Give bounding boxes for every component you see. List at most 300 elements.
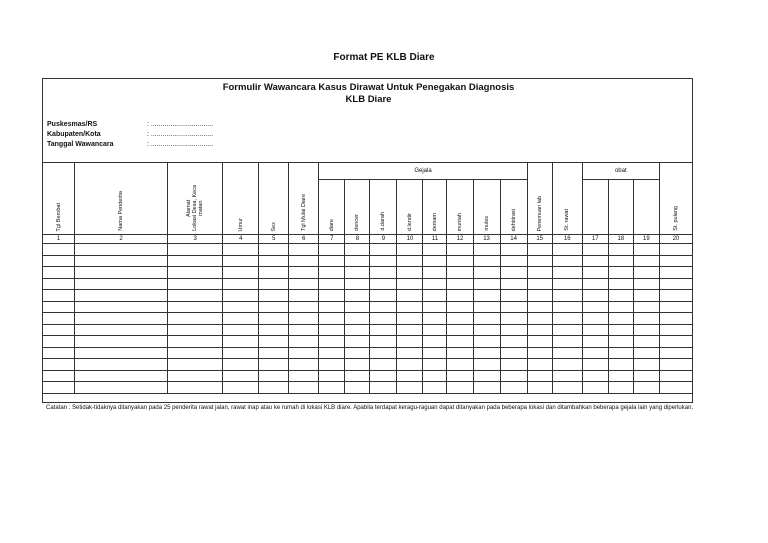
table-cell[interactable] (582, 301, 608, 313)
table-cell[interactable] (552, 336, 582, 348)
table-cell[interactable] (168, 255, 223, 267)
table-cell[interactable] (345, 324, 370, 336)
table-cell[interactable] (43, 255, 75, 267)
table-cell[interactable] (397, 244, 423, 256)
table-cell[interactable] (633, 336, 659, 348)
table-cell[interactable] (500, 290, 527, 302)
table-cell[interactable] (633, 244, 659, 256)
col-number: 7 (319, 235, 345, 244)
table-cell[interactable] (633, 370, 659, 382)
table-cell[interactable] (473, 290, 500, 302)
table-cell[interactable] (473, 347, 500, 359)
table-cell[interactable] (223, 313, 259, 325)
table-cell[interactable] (289, 290, 319, 302)
table-cell[interactable] (552, 255, 582, 267)
table-cell[interactable] (423, 244, 447, 256)
table-cell[interactable] (289, 359, 319, 371)
table-cell[interactable] (370, 382, 397, 394)
table-cell[interactable] (659, 313, 692, 325)
table-cell[interactable] (43, 382, 75, 394)
field-value[interactable]: : ................................ (147, 131, 214, 138)
table-cell[interactable] (500, 359, 527, 371)
table-cell[interactable] (397, 347, 423, 359)
table-cell[interactable] (608, 382, 633, 394)
table-cell[interactable] (259, 370, 289, 382)
table-cell[interactable] (43, 290, 75, 302)
table-cell[interactable] (370, 336, 397, 348)
col-number: 3 (168, 235, 223, 244)
form-title-line1: Formulir Wawancara Kasus Dirawat Untuk Penegakan Diagnosis (222, 82, 515, 93)
table-cell[interactable] (552, 267, 582, 279)
table-cell[interactable] (397, 336, 423, 348)
table-cell[interactable] (423, 290, 447, 302)
col-obat-3 (633, 180, 659, 235)
table-cell[interactable] (259, 313, 289, 325)
table-cell[interactable] (259, 290, 289, 302)
alamat-line1: Alamat (186, 199, 193, 217)
table-cell[interactable] (319, 324, 345, 336)
table-cell[interactable] (75, 382, 168, 394)
table-cell[interactable] (319, 301, 345, 313)
table-row (43, 370, 693, 382)
table-cell[interactable] (345, 278, 370, 290)
table-cell[interactable] (527, 324, 552, 336)
col-number: 12 (447, 235, 473, 244)
table-cell[interactable] (223, 370, 259, 382)
table-cell[interactable] (370, 301, 397, 313)
table-cell[interactable] (527, 313, 552, 325)
table-cell[interactable] (608, 324, 633, 336)
table-cell[interactable] (397, 324, 423, 336)
table-cell[interactable] (582, 255, 608, 267)
table-cell[interactable] (447, 278, 473, 290)
table-cell[interactable] (552, 278, 582, 290)
table-cell[interactable] (259, 267, 289, 279)
table-cell[interactable] (447, 244, 473, 256)
field-tanggal (47, 140, 213, 150)
table-cell[interactable] (345, 313, 370, 325)
table-cell[interactable] (75, 278, 168, 290)
table-cell[interactable] (608, 290, 633, 302)
table-cell[interactable] (423, 336, 447, 348)
table-cell[interactable] (552, 347, 582, 359)
form-box (42, 78, 693, 403)
table-cell[interactable] (345, 370, 370, 382)
table-cell[interactable] (397, 370, 423, 382)
col-number: 2 (75, 235, 168, 244)
table-cell[interactable] (527, 267, 552, 279)
col-muntah: muntah (447, 180, 473, 235)
table-cell[interactable] (370, 370, 397, 382)
table-cell[interactable] (223, 359, 259, 371)
table-cell[interactable] (527, 290, 552, 302)
table-cell[interactable] (659, 301, 692, 313)
table-cell[interactable] (423, 278, 447, 290)
number-row (43, 235, 693, 244)
table-cell[interactable] (345, 244, 370, 256)
table-cell[interactable] (527, 255, 552, 267)
table-cell[interactable] (633, 347, 659, 359)
table-cell[interactable] (223, 255, 259, 267)
table-cell[interactable] (259, 244, 289, 256)
table-cell[interactable] (259, 336, 289, 348)
table-cell[interactable] (500, 244, 527, 256)
table-cell[interactable] (633, 290, 659, 302)
table-cell[interactable] (345, 359, 370, 371)
table-cell[interactable] (75, 255, 168, 267)
table-cell[interactable] (582, 347, 608, 359)
table-cell[interactable] (582, 313, 608, 325)
table-cell[interactable] (43, 324, 75, 336)
table-cell[interactable] (259, 347, 289, 359)
table-cell[interactable] (659, 244, 692, 256)
table-cell[interactable] (659, 336, 692, 348)
table-row (43, 278, 693, 290)
table-cell[interactable] (500, 278, 527, 290)
table-cell[interactable] (370, 347, 397, 359)
table-cell[interactable] (447, 267, 473, 279)
table-cell[interactable] (659, 324, 692, 336)
table-cell[interactable] (473, 336, 500, 348)
table-cell[interactable] (659, 359, 692, 371)
table-cell[interactable] (223, 336, 259, 348)
field-puskesmas (47, 120, 213, 130)
table-cell[interactable] (552, 301, 582, 313)
table-cell[interactable] (608, 267, 633, 279)
table-cell[interactable] (319, 359, 345, 371)
table-cell[interactable] (370, 267, 397, 279)
table-cell[interactable] (582, 324, 608, 336)
table-cell[interactable] (43, 313, 75, 325)
table-cell[interactable] (43, 347, 75, 359)
table-cell[interactable] (397, 382, 423, 394)
table-cell[interactable] (370, 255, 397, 267)
table-cell[interactable] (423, 255, 447, 267)
table-cell[interactable] (608, 278, 633, 290)
table-cell[interactable] (633, 278, 659, 290)
table-cell[interactable] (397, 301, 423, 313)
table-cell[interactable] (423, 313, 447, 325)
table-cell[interactable] (473, 370, 500, 382)
table-cell[interactable] (370, 313, 397, 325)
col-obat-2 (608, 180, 633, 235)
table-cell[interactable] (168, 290, 223, 302)
table-cell[interactable] (345, 347, 370, 359)
table-cell[interactable] (500, 255, 527, 267)
table-cell[interactable] (259, 359, 289, 371)
col-tgl-berobat: Tgl Berobat (43, 163, 75, 235)
table-cell[interactable] (527, 244, 552, 256)
table-cell[interactable] (168, 244, 223, 256)
table-cell[interactable] (659, 382, 692, 394)
table-cell[interactable] (582, 290, 608, 302)
table-cell[interactable] (633, 267, 659, 279)
table-cell[interactable] (319, 244, 345, 256)
table-cell[interactable] (527, 359, 552, 371)
table-cell[interactable] (168, 267, 223, 279)
table-cell[interactable] (370, 359, 397, 371)
table-cell[interactable] (423, 301, 447, 313)
table-cell[interactable] (552, 244, 582, 256)
table-cell[interactable] (370, 278, 397, 290)
table-cell[interactable] (75, 370, 168, 382)
table-cell[interactable] (223, 290, 259, 302)
table-cell[interactable] (223, 278, 259, 290)
table-cell[interactable] (43, 336, 75, 348)
table-cell[interactable] (370, 244, 397, 256)
table-cell[interactable] (75, 301, 168, 313)
table-cell[interactable] (582, 382, 608, 394)
table-cell[interactable] (397, 255, 423, 267)
table-cell[interactable] (633, 359, 659, 371)
table-cell[interactable] (473, 301, 500, 313)
table-cell[interactable] (500, 313, 527, 325)
table-cell[interactable] (289, 347, 319, 359)
table-cell[interactable] (447, 359, 473, 371)
table-cell[interactable] (608, 255, 633, 267)
table-cell[interactable] (447, 313, 473, 325)
table-cell[interactable] (168, 278, 223, 290)
col-number: 5 (259, 235, 289, 244)
field-kabupaten (47, 130, 213, 140)
table-cell[interactable] (552, 324, 582, 336)
table-cell[interactable] (527, 382, 552, 394)
field-value[interactable]: : ................................ (147, 141, 214, 148)
table-cell[interactable] (289, 382, 319, 394)
table-cell[interactable] (473, 324, 500, 336)
table-cell[interactable] (75, 324, 168, 336)
table-cell[interactable] (500, 267, 527, 279)
table-cell[interactable] (473, 278, 500, 290)
table-cell[interactable] (223, 324, 259, 336)
table-cell[interactable] (223, 244, 259, 256)
table-cell[interactable] (447, 347, 473, 359)
table-cell[interactable] (582, 336, 608, 348)
table-cell[interactable] (447, 290, 473, 302)
table-cell[interactable] (43, 301, 75, 313)
group-obat: obat (582, 163, 659, 180)
table-cell[interactable] (168, 301, 223, 313)
table-cell[interactable] (552, 382, 582, 394)
table-cell[interactable] (168, 324, 223, 336)
table-cell[interactable] (608, 359, 633, 371)
table-cell[interactable] (608, 347, 633, 359)
table-cell[interactable] (552, 359, 582, 371)
table-cell[interactable] (289, 324, 319, 336)
col-penemuan-lab: Penemuan lab (527, 163, 552, 235)
table-cell[interactable] (659, 370, 692, 382)
table-cell[interactable] (633, 301, 659, 313)
table-cell[interactable] (633, 255, 659, 267)
table-cell[interactable] (423, 324, 447, 336)
table-cell[interactable] (345, 267, 370, 279)
table-cell[interactable] (473, 267, 500, 279)
table-cell[interactable] (259, 324, 289, 336)
table-cell[interactable] (500, 382, 527, 394)
col-number: 9 (370, 235, 397, 244)
table-cell[interactable] (289, 301, 319, 313)
table-cell[interactable] (75, 313, 168, 325)
table-cell[interactable] (552, 370, 582, 382)
table-cell[interactable] (608, 244, 633, 256)
table-cell[interactable] (319, 313, 345, 325)
table-cell[interactable] (582, 267, 608, 279)
table-cell[interactable] (168, 359, 223, 371)
table-cell[interactable] (397, 290, 423, 302)
table-cell[interactable] (423, 267, 447, 279)
table-cell[interactable] (345, 336, 370, 348)
table-cell[interactable] (473, 359, 500, 371)
field-label: Kabupaten/Kota (47, 131, 101, 138)
table-cell[interactable] (319, 336, 345, 348)
table-cell[interactable] (168, 336, 223, 348)
table-cell[interactable] (527, 301, 552, 313)
table-cell[interactable] (447, 370, 473, 382)
table-cell[interactable] (259, 301, 289, 313)
col-number: 19 (633, 235, 659, 244)
col-number: 6 (289, 235, 319, 244)
table-cell[interactable] (345, 301, 370, 313)
table-cell[interactable] (500, 301, 527, 313)
table-cell[interactable] (582, 370, 608, 382)
table-row (43, 244, 693, 256)
table-cell[interactable] (397, 267, 423, 279)
table-cell[interactable] (447, 255, 473, 267)
table-cell[interactable] (659, 255, 692, 267)
table-cell[interactable] (345, 382, 370, 394)
table-cell[interactable] (75, 244, 168, 256)
table-cell[interactable] (168, 382, 223, 394)
table-cell[interactable] (319, 267, 345, 279)
table-cell[interactable] (168, 347, 223, 359)
table-cell[interactable] (289, 244, 319, 256)
table-cell[interactable] (423, 347, 447, 359)
table-cell[interactable] (582, 278, 608, 290)
field-label: Puskesmas/RS (47, 121, 98, 128)
table-cell[interactable] (473, 255, 500, 267)
table-cell[interactable] (659, 290, 692, 302)
table-cell[interactable] (289, 255, 319, 267)
table-cell[interactable] (527, 336, 552, 348)
table-cell[interactable] (319, 278, 345, 290)
table-cell[interactable] (370, 290, 397, 302)
table-cell[interactable] (500, 324, 527, 336)
table-cell[interactable] (168, 313, 223, 325)
table-cell[interactable] (223, 347, 259, 359)
table-cell[interactable] (319, 290, 345, 302)
table-cell[interactable] (319, 255, 345, 267)
col-number: 15 (527, 235, 552, 244)
table-cell[interactable] (43, 267, 75, 279)
table-cell[interactable] (289, 336, 319, 348)
table-cell[interactable] (75, 347, 168, 359)
table-row (43, 382, 693, 394)
table-cell[interactable] (43, 370, 75, 382)
table-cell[interactable] (345, 290, 370, 302)
table-cell[interactable] (423, 359, 447, 371)
table-cell[interactable] (447, 301, 473, 313)
table-cell[interactable] (447, 324, 473, 336)
table-cell[interactable] (397, 278, 423, 290)
table-cell[interactable] (259, 382, 289, 394)
table-cell[interactable] (75, 290, 168, 302)
table-cell[interactable] (370, 324, 397, 336)
table-cell[interactable] (43, 278, 75, 290)
table-cell[interactable] (608, 336, 633, 348)
table-cell[interactable] (500, 336, 527, 348)
table-cell[interactable] (259, 278, 289, 290)
table-cell[interactable] (659, 347, 692, 359)
table-cell[interactable] (633, 313, 659, 325)
table-cell[interactable] (319, 370, 345, 382)
table-cell[interactable] (223, 267, 259, 279)
field-value[interactable]: : ................................ (147, 121, 214, 128)
col-number: 8 (345, 235, 370, 244)
table-cell[interactable] (289, 313, 319, 325)
alamat-line3: matan (198, 200, 205, 216)
table-cell[interactable] (473, 313, 500, 325)
table-cell[interactable] (527, 370, 552, 382)
table-cell[interactable] (423, 370, 447, 382)
table-cell[interactable] (289, 370, 319, 382)
table-cell[interactable] (289, 278, 319, 290)
table-cell[interactable] (447, 382, 473, 394)
table-cell[interactable] (633, 324, 659, 336)
table-cell[interactable] (423, 382, 447, 394)
form-title (43, 82, 694, 106)
table-cell[interactable] (259, 255, 289, 267)
table-cell[interactable] (659, 278, 692, 290)
table-cell[interactable] (527, 278, 552, 290)
table-cell[interactable] (608, 313, 633, 325)
col-demam: demam (423, 180, 447, 235)
table-cell[interactable] (447, 336, 473, 348)
table-cell[interactable] (527, 347, 552, 359)
table-cell[interactable] (345, 255, 370, 267)
table-cell[interactable] (75, 267, 168, 279)
table-cell[interactable] (319, 382, 345, 394)
table-cell[interactable] (500, 347, 527, 359)
table-cell[interactable] (289, 267, 319, 279)
table-cell[interactable] (397, 313, 423, 325)
table-cell[interactable] (552, 313, 582, 325)
table-cell[interactable] (500, 370, 527, 382)
table-cell[interactable] (633, 382, 659, 394)
table-cell[interactable] (608, 301, 633, 313)
table-cell[interactable] (582, 244, 608, 256)
table-cell[interactable] (168, 370, 223, 382)
table-cell[interactable] (582, 359, 608, 371)
table-cell[interactable] (659, 267, 692, 279)
col-didarah: d.darah (370, 180, 397, 235)
col-sex: Sex (259, 163, 289, 235)
table-cell[interactable] (552, 290, 582, 302)
table-cell[interactable] (223, 382, 259, 394)
table-cell[interactable] (75, 336, 168, 348)
table-cell[interactable] (473, 244, 500, 256)
table-cell[interactable] (43, 244, 75, 256)
case-table (42, 162, 693, 394)
table-cell[interactable] (397, 359, 423, 371)
table-cell[interactable] (75, 359, 168, 371)
table-row (43, 336, 693, 348)
table-cell[interactable] (473, 382, 500, 394)
col-number: 13 (473, 235, 500, 244)
table-cell[interactable] (608, 370, 633, 382)
table-cell[interactable] (43, 359, 75, 371)
table-cell[interactable] (223, 301, 259, 313)
table-cell[interactable] (319, 347, 345, 359)
